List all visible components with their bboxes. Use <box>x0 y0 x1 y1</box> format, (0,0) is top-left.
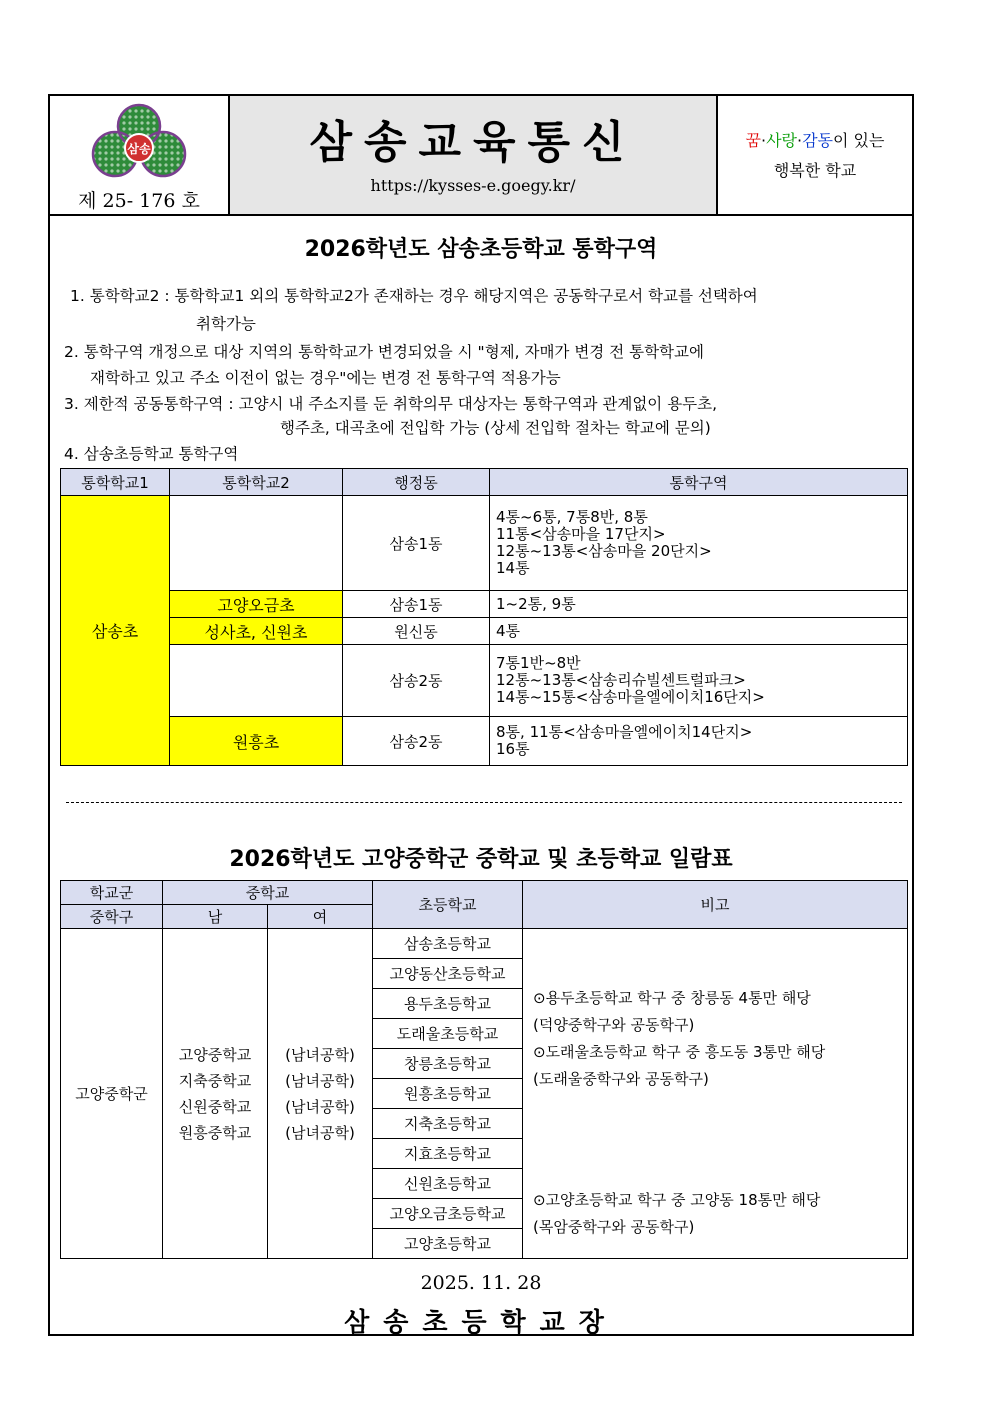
school2-cell: 성사초, 신원초 <box>170 618 343 645</box>
issue-number: 제 25- 176 호 <box>78 190 200 212</box>
table-row <box>61 929 908 959</box>
elementary-school: 지축초등학교 <box>373 1109 523 1139</box>
remarks-cell <box>523 929 908 1259</box>
middle-type: (남녀공학) <box>285 1097 355 1116</box>
table-row <box>61 496 908 591</box>
motto-dot-1: · <box>760 131 767 150</box>
area-cell <box>490 717 908 766</box>
elementary-school: 고양초등학교 <box>373 1229 523 1259</box>
dong-cell: 삼송1동 <box>343 496 490 591</box>
area-cell: 4통 <box>490 618 908 645</box>
motto-word-2: 사랑 <box>766 131 797 150</box>
remark-line: ⊙도래울초등학교 학구 중 흥도동 3통만 해당 <box>533 1043 826 1061</box>
district-table <box>60 468 908 766</box>
header-group-top: 학교군 <box>61 881 163 905</box>
group-cell: 고양중학군 <box>61 929 163 1259</box>
area-line: 12통~13통<삼송마을 20단지> <box>496 542 712 560</box>
area-line: 11통<삼송마을 17단지> <box>496 525 666 543</box>
area-cell: 1~2통, 9통 <box>490 591 908 618</box>
area-cell <box>490 645 908 717</box>
dashed-divider <box>66 802 902 803</box>
area-line: 14통 <box>496 559 530 577</box>
header-group-bottom: 중학구 <box>61 905 163 929</box>
table-row <box>61 717 908 766</box>
header-middle: 중학교 <box>163 881 373 905</box>
school-list-table <box>60 880 908 1259</box>
logo-text: 삼송 <box>127 142 151 156</box>
title-cell <box>230 96 718 214</box>
area-line: 14통~15통<삼송마을엘에이치16단지> <box>496 688 765 706</box>
elementary-school: 고양오금초등학교 <box>373 1199 523 1229</box>
area-line: 16통 <box>496 740 530 758</box>
header-school1: 통학학교1 <box>61 469 170 496</box>
note-3-cont: 행주초, 대곡초에 전입학 가능 (상세 전입학 절차는 학교에 문의) <box>280 419 711 437</box>
dong-cell: 원신동 <box>343 618 490 645</box>
newsletter-header <box>50 96 912 216</box>
issue-date: 2025. 11. 28 <box>420 1272 542 1294</box>
logo-cell <box>50 96 230 214</box>
elementary-school: 신원초등학교 <box>373 1169 523 1199</box>
note-1-cont: 취학가능 <box>196 315 256 333</box>
elementary-school: 고양동산초등학교 <box>373 959 523 989</box>
document-frame <box>48 94 914 1336</box>
note-4: 4. 삼송초등학교 통학구역 <box>64 445 239 463</box>
note-2-cont: 재학하고 있고 주소 이전이 없는 경우"에는 변경 전 통학구역 적용가능 <box>90 369 561 387</box>
remark-line: (목암중학구와 공동학구) <box>533 1218 695 1236</box>
middle-school: 고양중학교 <box>178 1045 252 1064</box>
section1-title: 2026학년도 삼송초등학교 통학구역 <box>304 237 658 262</box>
remark-line: (덕양중학구와 공동학구) <box>533 1016 695 1034</box>
dong-cell: 삼송1동 <box>343 591 490 618</box>
motto-word-1: 꿈 <box>745 131 761 150</box>
school2-cell <box>170 496 343 591</box>
newsletter-title: 삼송교육통신 <box>309 117 637 168</box>
elementary-school: 창릉초등학교 <box>373 1049 523 1079</box>
motto-suffix: 이 있는 <box>833 131 885 150</box>
remark-line: ⊙고양초등학교 학구 중 고양동 18통만 해당 <box>533 1191 821 1209</box>
area-line: 7통1반~8반 <box>496 654 581 672</box>
school-url[interactable]: https://kysses-e.goegy.kr/ <box>370 176 576 195</box>
motto-line-2: 행복한 학교 <box>773 161 857 180</box>
motto-cell <box>718 96 912 214</box>
motto-dot-2: · <box>797 131 803 150</box>
middle-school: 신원중학교 <box>178 1097 252 1116</box>
header-remarks: 비고 <box>523 881 908 929</box>
elementary-school: 원흥초등학교 <box>373 1079 523 1109</box>
school2-cell: 고양오금초 <box>170 591 343 618</box>
middle-type: (남녀공학) <box>285 1071 355 1090</box>
table-row <box>61 645 908 717</box>
middle-school: 지축중학교 <box>178 1071 252 1090</box>
middle-type: (남녀공학) <box>285 1045 355 1064</box>
motto-word-3: 감동 <box>802 131 834 150</box>
motto-line-1 <box>718 128 912 151</box>
table-row <box>61 618 908 645</box>
school-logo <box>85 102 193 182</box>
section2-title: 2026학년도 고양중학군 중학교 및 초등학교 일람표 <box>229 847 733 872</box>
area-line: 4통~6통, 7통8반, 8통 <box>496 508 648 526</box>
note-3: 3. 제한적 공동통학구역 : 고양시 내 주소지를 둔 취학의무 대상자는 통학구역과 관계없이 용두초, <box>64 395 718 413</box>
middle-type: (남녀공학) <box>285 1123 355 1142</box>
elementary-school: 도래울초등학교 <box>373 1019 523 1049</box>
school2-cell: 원흥초 <box>170 717 343 766</box>
elementary-school: 용두초등학교 <box>373 989 523 1019</box>
header-elementary: 초등학교 <box>373 881 523 929</box>
header-dong: 행정동 <box>343 469 490 496</box>
principal-signature: 삼송초등학교장 <box>344 1308 618 1338</box>
area-line: 8통, 11통<삼송마을엘에이치14단지> <box>496 723 753 741</box>
remark-line: ⊙용두초등학교 학구 중 창릉동 4통만 해당 <box>533 989 811 1007</box>
header-area: 통학구역 <box>490 469 908 496</box>
note-2: 2. 통학구역 개정으로 대상 지역의 통학학교가 변경되었을 시 "형제, 자매가 변경 전 통학학교에 <box>64 343 704 361</box>
middle-schools-cell <box>163 929 268 1259</box>
school2-cell <box>170 645 343 717</box>
dong-cell: 삼송2동 <box>343 717 490 766</box>
middle-school: 원흥중학교 <box>178 1123 252 1142</box>
area-line: 12통~13통<삼송리슈빌센트럴파크> <box>496 671 746 689</box>
header-school2: 통학학교2 <box>170 469 343 496</box>
remark-line: (도래울중학구와 공동학구) <box>533 1070 709 1088</box>
elementary-school: 지효초등학교 <box>373 1139 523 1169</box>
table-row <box>61 591 908 618</box>
header-female: 여 <box>268 905 373 929</box>
header-male: 남 <box>163 905 268 929</box>
note-1: 1. 통학학교2 : 통학학교1 외의 통학학교2가 존재하는 경우 해당지역은 공동학구로서 학교를 선택하여 <box>70 287 758 305</box>
middle-types-cell <box>268 929 373 1259</box>
school1-cell: 삼송초 <box>61 496 170 766</box>
elementary-school: 삼송초등학교 <box>373 929 523 959</box>
area-cell <box>490 496 908 591</box>
dong-cell: 삼송2동 <box>343 645 490 717</box>
